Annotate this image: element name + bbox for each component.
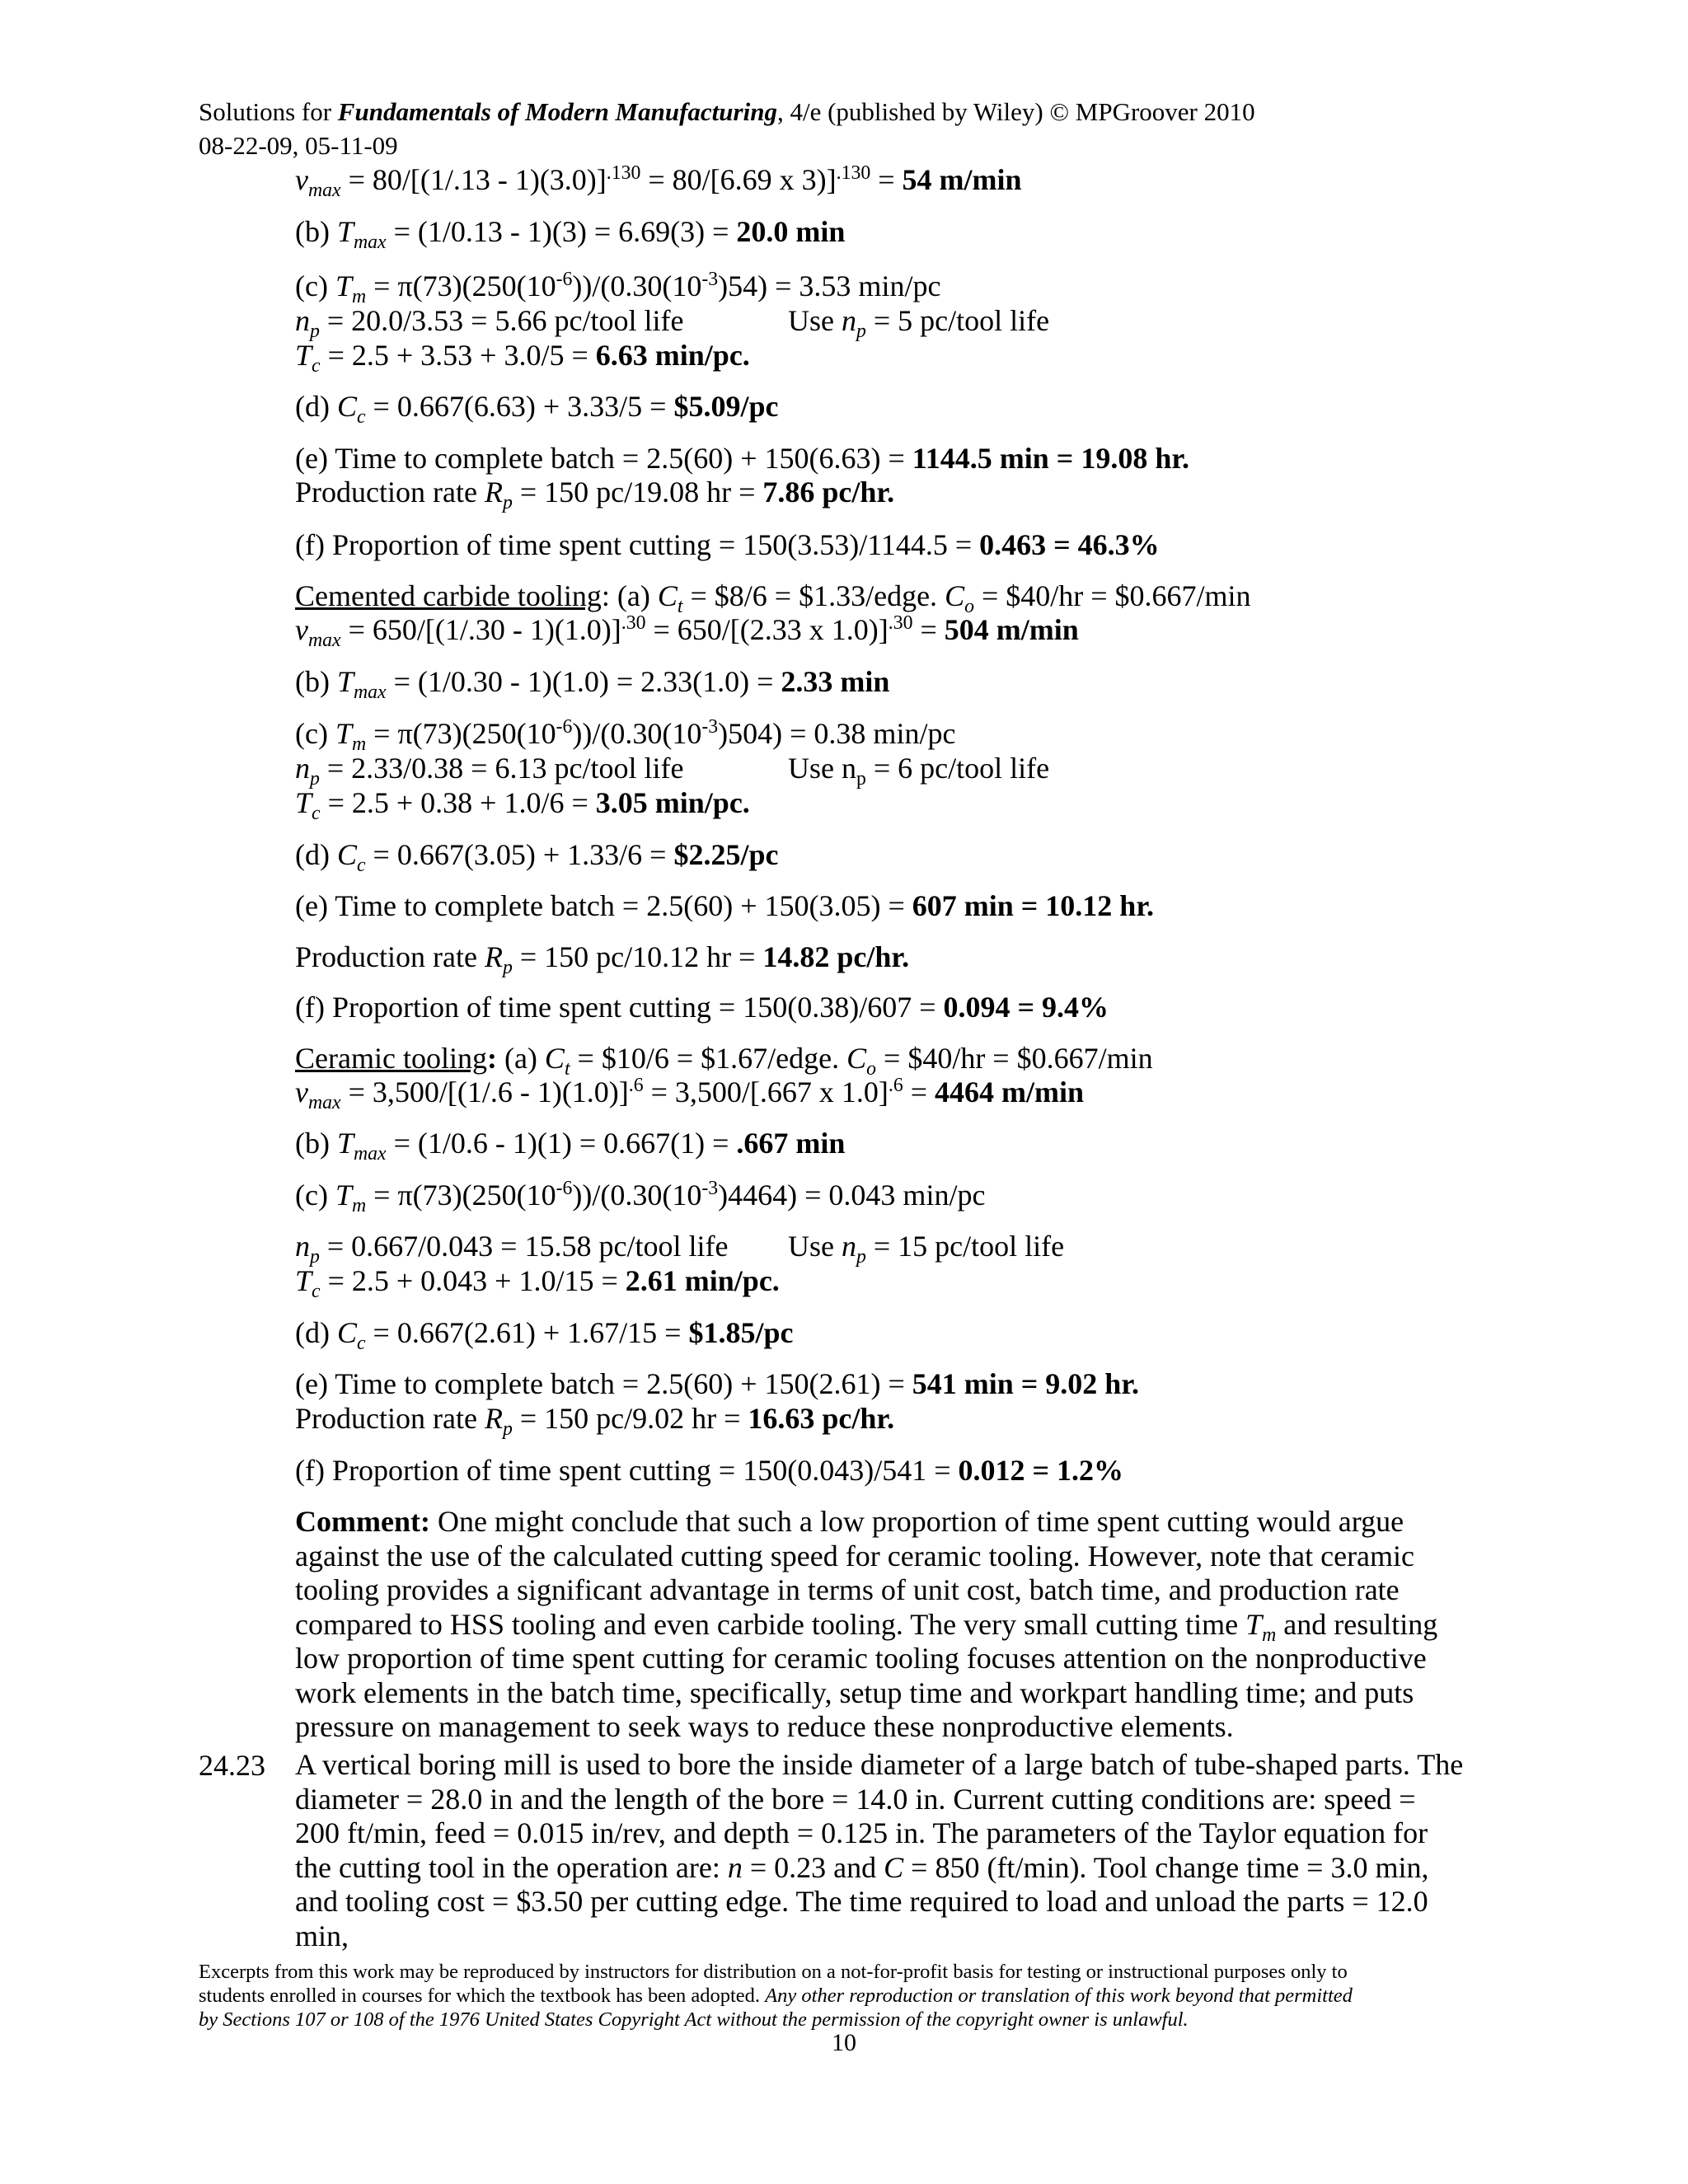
sub-p: p <box>856 768 866 790</box>
sub-c: c <box>357 1333 366 1355</box>
ceramic-part-d <box>295 1315 794 1355</box>
book-title: Fundamentals of Modern Manufacturing <box>337 97 777 126</box>
text: = 0.667(6.63) + 3.33/5 = <box>365 390 674 423</box>
text: = (1/0.13 - 1)(3) = 6.69(3) = <box>386 215 737 248</box>
var-R: R <box>484 1402 503 1435</box>
text: = (1/0.30 - 1)(1.0) = 2.33(1.0) = <box>386 665 781 698</box>
text: ))/(0.30(10 <box>572 1179 702 1212</box>
answer: 504 m/min <box>944 613 1079 646</box>
answer: 4464 m/min <box>935 1076 1085 1108</box>
text: = <box>870 163 903 196</box>
text: = 6 pc/tool life <box>865 752 1050 785</box>
text: and resulting low proportion of time spent cutting for ceramic tooling focuses attention on the nonproductive work elements in the batch time, specifically, setup time and workpart handling time; and puts pressure on management to seek ways to reduce these nonproductive elements. <box>295 1607 1438 1743</box>
text: (a) <box>496 1042 545 1075</box>
sub-c: c <box>312 803 321 825</box>
text: = 0.667/0.043 = 15.58 pc/tool life <box>319 1230 729 1263</box>
sub-c: c <box>312 355 321 377</box>
text: (c) <box>295 1179 335 1212</box>
answer: .667 min <box>736 1127 846 1160</box>
text: (d) <box>295 838 337 871</box>
use-np <box>788 1229 1065 1268</box>
var-T: T <box>336 1127 354 1160</box>
sub-o: o <box>964 596 974 618</box>
text: (b) <box>295 215 337 248</box>
carbide-part-c-2 <box>295 751 1050 790</box>
text: = 80/[6.69 x 3)] <box>640 163 837 196</box>
var-n: n <box>295 1230 310 1263</box>
text: = 5 pc/tool life <box>865 304 1050 337</box>
text: Production rate <box>295 940 485 973</box>
text: One might conclude that such a low proportion of time spent cutting would argue against the use of the calculated cutting speed for ceramic tooling. However, note that ceramic tooling provides a significant advantage in terms of unit cost, batch time, and production rate compared to HSS tooling and even carbide tooling. The very small cutting time <box>295 1505 1415 1641</box>
answer: 14.82 pc/hr. <box>762 940 910 973</box>
sub-m: m <box>352 733 367 756</box>
sub-p: p <box>310 321 320 343</box>
var-n: n <box>842 304 856 337</box>
text: (c) <box>295 269 335 302</box>
var-n: n <box>295 304 310 337</box>
hss-part-b <box>295 214 846 254</box>
var-C: C <box>846 1042 867 1075</box>
ceramic-part-e-1 <box>295 1366 1139 1401</box>
var-C: C <box>336 390 357 423</box>
answer: 16.63 pc/hr. <box>748 1402 895 1435</box>
var-n: n <box>842 1230 856 1263</box>
ceramic-part-f <box>295 1453 1123 1488</box>
text: = 2.5 + 3.53 + 3.0/5 = <box>320 339 596 372</box>
var-T: T <box>335 717 352 750</box>
text: = 150 pc/19.08 hr = <box>512 476 763 509</box>
answer: 2.33 min <box>781 665 890 698</box>
ceramic-part-e-2 <box>295 1401 895 1441</box>
carbide-part-d <box>295 837 779 877</box>
header-suffix: , 4/e (published by Wiley) © MPGroover 2010 <box>776 97 1255 126</box>
var-C: C <box>657 579 678 612</box>
answer: 0.463 = 46.3% <box>979 528 1160 561</box>
carbide-part-f <box>295 990 1109 1024</box>
text: = 150 pc/10.12 hr = <box>512 940 763 973</box>
sub-max: max <box>354 1143 387 1165</box>
sub-max: max <box>307 1092 341 1114</box>
var-T: T <box>295 1264 312 1297</box>
var-R: R <box>484 940 503 973</box>
var-R: R <box>484 476 503 509</box>
text: = 650/[(2.33 x 1.0)] <box>645 613 889 646</box>
exponent: -6 <box>556 269 573 290</box>
text: )4464) = 0.043 min/pc <box>718 1179 986 1212</box>
answer: 54 m/min <box>902 163 1022 196</box>
text: Production rate <box>295 1402 485 1435</box>
var-T: T <box>336 215 354 248</box>
text: by Sections 107 or 108 of the 1976 United States Copyright Act without the permission of the copyright owner is unlawful. <box>199 2008 1189 2031</box>
answer: 607 min = 10.12 hr. <box>912 889 1155 922</box>
sub-c: c <box>357 855 366 877</box>
carbide-vmax-line <box>295 612 1079 652</box>
text: = $40/hr = $0.667/min <box>876 1042 1153 1075</box>
var-C: C <box>884 1850 904 1884</box>
sub-p: p <box>310 768 320 790</box>
var-n: n <box>295 752 310 785</box>
text: A vertical boring mill is used to bore the inside diameter of a large batch of tube-shaped parts. The diameter = 28.0 in and the length of the bore = 14.0 in. Current cutting conditions are: speed = 200 ft/min, feed = 0.015 in/rev, and depth = 0.125 in. The parameters of the Taylor equation for the cutting tool in the operation are: <box>295 1748 1464 1884</box>
comment-paragraph <box>295 1505 1465 1745</box>
var-C: C <box>945 579 965 612</box>
var-T: T <box>295 339 312 372</box>
carbide-heading-line <box>295 579 1251 618</box>
answer: 0.012 = 1.2% <box>958 1454 1124 1487</box>
page-number: 10 <box>832 2029 856 2056</box>
var-n: n <box>727 1850 743 1884</box>
answer: 6.63 min/pc. <box>595 339 750 372</box>
text: (d) <box>295 390 337 423</box>
colon: : <box>486 1042 497 1075</box>
sub-p: p <box>502 1418 513 1441</box>
text: )54) = 3.53 min/pc <box>718 269 941 302</box>
text: = 0.667(2.61) + 1.67/15 = <box>365 1316 689 1349</box>
sub-t: t <box>677 596 683 618</box>
sub-p: p <box>856 1246 866 1268</box>
sub-max: max <box>354 232 387 254</box>
use-np <box>788 751 1050 790</box>
answer: $1.85/pc <box>688 1316 794 1349</box>
text: = 650/[(1/.30 - 1)(1.0)] <box>340 613 621 646</box>
text: = 0.667(3.05) + 1.33/6 = <box>365 838 674 871</box>
text: (f) Proportion of time spent cutting = 150(0.38)/607 = <box>295 991 944 1024</box>
text: = <box>903 1076 935 1108</box>
var-T: T <box>335 1179 352 1212</box>
carbide-part-b <box>295 664 890 704</box>
text: (c) <box>295 717 335 750</box>
var-v: v <box>295 1076 308 1108</box>
sub-p: p <box>856 321 866 343</box>
text: = $10/6 = $1.67/edge. <box>570 1042 847 1075</box>
text: = 15 pc/tool life <box>865 1230 1065 1263</box>
var-v: v <box>295 613 308 646</box>
var-C: C <box>544 1042 565 1075</box>
text: = <box>912 613 945 646</box>
exponent: .6 <box>628 1075 644 1096</box>
var-v: v <box>295 163 308 196</box>
hss-vmax-line <box>295 162 1022 202</box>
text: = (1/0.6 - 1)(1) = 0.667(1) = <box>386 1127 737 1160</box>
text: (f) Proportion of time spent cutting = 150(0.043)/541 = <box>295 1454 959 1487</box>
text: = 850 (ft/min). Tool change time = 3.0 min, and tooling cost = $3.50 per cutting edge. The time required to load and unload the parts = 12.0 min, <box>295 1850 1429 1952</box>
sub-m: m <box>352 286 367 308</box>
sub-p: p <box>502 957 513 979</box>
text: = 2.5 + 0.043 + 1.0/15 = <box>320 1264 626 1297</box>
exponent: .30 <box>888 612 913 634</box>
answer: 7.86 pc/hr. <box>762 476 895 509</box>
ceramic-part-c-2 <box>295 1229 1065 1268</box>
text: ))/(0.30(10 <box>572 717 702 750</box>
text: = 2.5 + 0.38 + 1.0/6 = <box>320 786 596 819</box>
text: (f) Proportion of time spent cutting = 150(3.53)/1144.5 = <box>295 528 980 561</box>
text: = 3,500/[(1/.6 - 1)(1.0)] <box>340 1076 629 1108</box>
text: = 150 pc/9.02 hr = <box>512 1402 748 1435</box>
text: )504) = 0.38 min/pc <box>718 717 956 750</box>
exponent: .130 <box>606 162 641 184</box>
hss-part-d <box>295 389 779 429</box>
header-prefix: Solutions for <box>199 97 338 126</box>
exponent: -3 <box>701 1178 719 1199</box>
sub-o: o <box>866 1058 877 1080</box>
text: (e) Time to complete batch = 2.5(60) + 150(2.61) = <box>295 1367 912 1400</box>
hss-part-f <box>295 527 1160 562</box>
carbide-part-e-2 <box>295 940 910 979</box>
var-T: T <box>336 665 354 698</box>
text: = $40/hr = $0.667/min <box>973 579 1251 612</box>
text: (e) Time to complete batch = 2.5(60) + 150(6.63) = <box>295 442 912 475</box>
answer: 0.094 = 9.4% <box>943 991 1109 1024</box>
sub-m: m <box>1262 1624 1277 1646</box>
answer: 1144.5 min = 19.08 hr. <box>912 442 1190 475</box>
sub-p: p <box>310 1246 320 1268</box>
text: = $8/6 = $1.33/edge. <box>682 579 945 612</box>
carbide-part-c-1 <box>295 716 956 756</box>
text: (b) <box>295 665 337 698</box>
exponent: -6 <box>556 716 573 738</box>
ceramic-part-c-1 <box>295 1178 986 1217</box>
hss-part-c-3 <box>295 338 750 377</box>
text: Use <box>788 1230 842 1263</box>
text: (b) <box>295 1127 337 1160</box>
answer: 2.61 min/pc. <box>625 1264 780 1297</box>
sub-m: m <box>352 1195 367 1217</box>
sub-max: max <box>307 180 341 202</box>
text: Use <box>788 304 842 337</box>
text: = 3,500/[.667 x 1.0] <box>643 1076 889 1108</box>
text: = 2.33/0.38 = 6.13 pc/tool life <box>319 752 684 785</box>
text: (d) <box>295 1316 337 1349</box>
answer: $2.25/pc <box>673 838 779 871</box>
exponent: -3 <box>701 716 719 738</box>
comment-label: Comment: <box>295 1505 430 1538</box>
ceramic-heading-line <box>295 1041 1153 1080</box>
problem-paragraph <box>295 1748 1465 1953</box>
text: ))/(0.30(10 <box>572 269 702 302</box>
text: students enrolled in courses for which the textbook has been adopted. <box>199 1985 766 2007</box>
hss-part-e-1 <box>295 441 1189 476</box>
text: Production rate <box>295 476 485 509</box>
use-np <box>788 303 1050 343</box>
sub-p: p <box>502 492 513 514</box>
ceramic-part-c-3 <box>295 1263 780 1303</box>
text: = π(73)(250(10 <box>366 1179 556 1212</box>
answer: 20.0 min <box>736 215 846 248</box>
text: = 80/[(1/.13 - 1)(3.0)] <box>340 163 607 196</box>
text: Use n <box>788 752 856 785</box>
text: = π(73)(250(10 <box>366 269 556 302</box>
hss-part-c-1 <box>295 269 941 308</box>
sub-max: max <box>354 682 387 704</box>
sub-max: max <box>307 630 341 652</box>
sub-t: t <box>564 1058 570 1080</box>
footer-line-1: Excerpts from this work may be reproduced by instructors for distribution on a not-for-profit basis for testing or instructional purposes only to <box>199 1961 1348 1983</box>
text: = 0.23 and <box>742 1850 884 1884</box>
exponent: .30 <box>621 612 646 634</box>
sub-c: c <box>312 1281 321 1303</box>
sub-c: c <box>357 406 366 429</box>
ceramic-part-b <box>295 1126 846 1165</box>
answer: 541 min = 9.02 hr. <box>912 1367 1140 1400</box>
text: (e) Time to complete batch = 2.5(60) + 150(3.05) = <box>295 889 912 922</box>
text: = π(73)(250(10 <box>366 717 556 750</box>
var-C: C <box>336 838 357 871</box>
problem-number: 24.23 <box>199 1749 265 1782</box>
text: : (a) <box>601 579 658 612</box>
var-T: T <box>335 269 352 302</box>
answer: $5.09/pc <box>673 390 779 423</box>
carbide-part-e-1 <box>295 888 1154 923</box>
carbide-part-c-3 <box>295 785 750 825</box>
var-C: C <box>336 1316 357 1349</box>
var-T: T <box>1245 1607 1263 1641</box>
footer-line-3 <box>199 2008 1189 2032</box>
exponent: .130 <box>836 162 871 184</box>
ceramic-vmax-line <box>295 1075 1085 1114</box>
text: = 20.0/3.53 = 5.66 pc/tool life <box>319 304 684 337</box>
var-T: T <box>295 786 312 819</box>
text: Any other reproduction or translation of this work beyond that permitted <box>765 1985 1353 2007</box>
exponent: .6 <box>888 1075 903 1096</box>
header-line-1 <box>199 97 1255 127</box>
answer: 3.05 min/pc. <box>595 786 750 819</box>
footer-line-2 <box>199 1984 1353 2008</box>
hss-part-e-2 <box>295 475 895 514</box>
section-heading: Cemented carbide tooling <box>295 579 602 612</box>
exponent: -6 <box>556 1178 573 1199</box>
hss-part-c-2 <box>295 303 1050 343</box>
section-heading: Ceramic tooling <box>295 1042 487 1075</box>
header-dates: 08-22-09, 05-11-09 <box>199 131 398 160</box>
exponent: -3 <box>701 269 719 290</box>
